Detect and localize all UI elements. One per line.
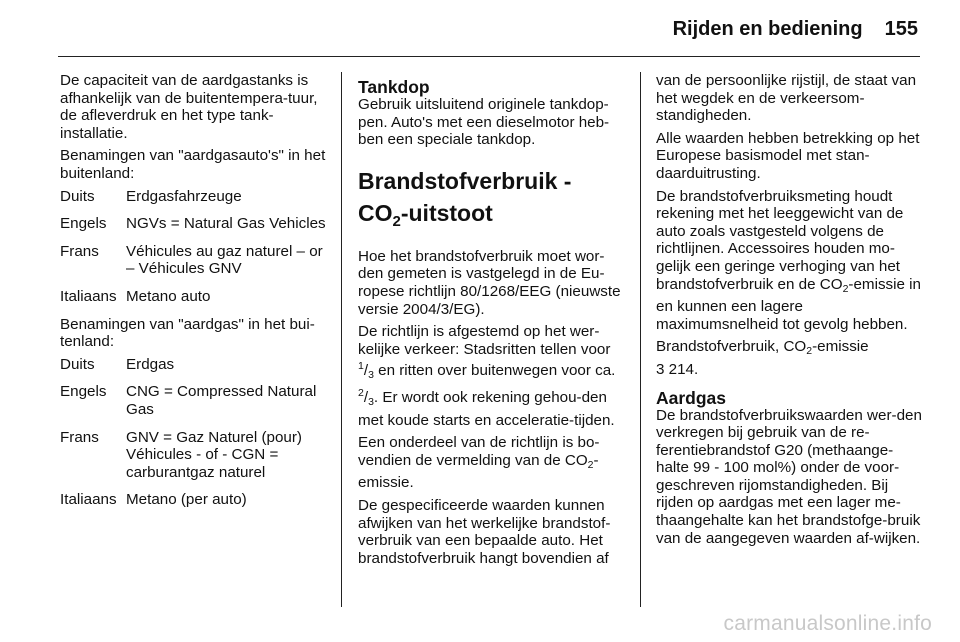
fraction-numerator: 2 [358, 386, 364, 399]
chapter-title: Rijden en bediening [672, 18, 863, 40]
name-cell: Metano auto [126, 287, 211, 305]
table-row [60, 429, 326, 492]
table-row [60, 188, 326, 216]
language-cell: Duits [60, 187, 95, 205]
text-run: Een onderdeel van de richtlijn is bo-vendien de vermelding van de CO [358, 434, 600, 469]
language-cell: Engels [60, 383, 107, 401]
text-run: -emissie. [358, 451, 599, 492]
gas-names-table [60, 356, 326, 519]
table-row [60, 491, 326, 519]
page-reference-link[interactable]: 3 214. [656, 360, 699, 378]
table-row [60, 356, 326, 384]
fraction-numerator: 1 [358, 360, 364, 373]
section-heading-emission: -uitstoot [400, 199, 493, 226]
column-3 [656, 72, 926, 552]
paragraph-co2-mention [358, 434, 626, 492]
language-cell: Frans [60, 428, 99, 446]
text-run: Brandstofverbruik, CO [656, 338, 807, 356]
paragraph-deviation: De gespecificeerde waarden kunnen afwijken van het werkelijke brandstof-verbruik van een bepaalde auto. Het brandstofverbruik hangt bovendien af [358, 496, 611, 567]
paragraph-driving-style: van de persoonlijke rijstijl, de staat van het wegdek en de verkeersom-standigheden. [656, 72, 917, 125]
language-cell: Duits [60, 355, 95, 373]
column-divider-1 [341, 72, 342, 607]
name-cell: Erdgasfahrzeuge [126, 187, 242, 205]
name-cell: Metano (per auto) [126, 491, 247, 509]
paragraph-cross-reference [656, 338, 926, 378]
name-cell: Erdgas [126, 355, 175, 373]
text-run: De richtlijn is afgestemd op het wer-kelijke verkeer: Stadsritten tellen voor [358, 323, 611, 358]
language-cell: Italiaans [60, 491, 117, 509]
language-cell: Frans [60, 242, 99, 260]
paragraph-tank-capacity: De capaciteit van de aardgastanks is afhankelijk van de buitentempera-tuur, de afleverdruk en het type tank-installatie. [60, 72, 318, 142]
section-heading-line-1: Brandstofverbruik - [358, 167, 572, 194]
fraction-denominator: 3 [368, 369, 374, 382]
vehicle-names-table [60, 188, 326, 316]
language-cell: Italiaans [60, 287, 117, 305]
paragraph-base-model: Alle waarden hebben betrekking op het Europese basismodel met stan-daarduitrusting. [656, 129, 920, 182]
page-header [673, 18, 918, 41]
column-1 [60, 72, 326, 519]
name-cell: CNG = Compressed Natural Gas [126, 383, 317, 418]
name-cell: Véhicules au gaz naturel – or – Véhicules GNV [126, 242, 323, 278]
column-divider-2 [640, 72, 641, 607]
text-run: en ritten over buitenwegen voor ca. [373, 362, 616, 380]
table-row [60, 243, 326, 288]
subscript: 2 [587, 458, 594, 471]
text-run: De brandstofverbruiksmeting houdt rekening met het leeggewicht van de auto zoals vastgesteld volgens de richtlijnen. Accessoires houden mo-gelijk een geringe verhoging van het brandstofverbruik en de CO [656, 187, 904, 293]
text-run: . Er wordt ook rekening gehou-den met koude starts en acceleratie-tijden. [358, 388, 615, 429]
paragraph-traffic-split: De richtlijn is afgestemd op het wer-kelijke verkeer: Stadsritten tellen voor $^1$/3 en ritten over buitenwegen voor ca. $^2$/3. Er wordt ook rekening gehou-den met koude starts en acceleratie-tijden. [358, 323, 616, 429]
table-row [60, 383, 326, 428]
text-run: -emissie [812, 338, 869, 356]
paragraph-vehicle-names-intro: Benamingen van "aardgasauto's" in het buitenland: [60, 147, 326, 182]
table-row [60, 288, 326, 316]
table-row [60, 215, 326, 243]
paragraph-directive: Hoe het brandstofverbruik moet wor-den gemeten is vastgelegd in de Eu-ropese richtlijn 80/1268/EEG (nieuwste versie 2004/3/EG). [358, 247, 621, 318]
paragraph-measurement [656, 188, 926, 334]
subscript: 2 [806, 345, 813, 358]
text-run: -emissie in en kunnen een lagere maximumsnelheid tot gevolg hebben. [656, 275, 922, 333]
subscript: 2 [842, 282, 849, 295]
paragraph-tankdop: Gebruik uitsluitend originele tankdop-pen. Auto's met een dieselmotor heb-ben een speciale tankdop. [358, 96, 610, 149]
section-heading-co: CO [358, 199, 393, 226]
name-cell: GNV = Gaz Naturel (pour) Véhicules - of - CGN = carburantgaz naturel [126, 428, 302, 481]
header-rule [58, 56, 920, 57]
heading-tankdop: Tankdop [358, 77, 430, 97]
name-cell: NGVs = Natural Gas Vehicles [126, 215, 326, 233]
page-number: 155 [884, 18, 918, 40]
language-cell: Engels [60, 215, 107, 233]
column-2 [358, 72, 626, 572]
heading-aardgas: Aardgas [656, 387, 727, 408]
watermark: carmanualsonline.info [723, 612, 932, 635]
section-heading-subscript: 2 [392, 212, 401, 230]
paragraph-gas-names-intro: Benamingen van "aardgas" in het bui-tenland: [60, 315, 315, 351]
section-heading-fuel-consumption [358, 165, 626, 238]
fraction-denominator: 3 [368, 395, 374, 408]
paragraph-aardgas: De brandstofverbruikswaarden wer-den verkregen bij gebruik van de re-ferentiebrandstof G20 (methaange-halte 99 - 100 mol%) onder de voor-geschreven rijomstandigheden. Bij rijden op aardgas met een lager me-thaangehalte kan het brandstofge-bruik van de aangegeven waarden af-wijken. [656, 406, 922, 547]
